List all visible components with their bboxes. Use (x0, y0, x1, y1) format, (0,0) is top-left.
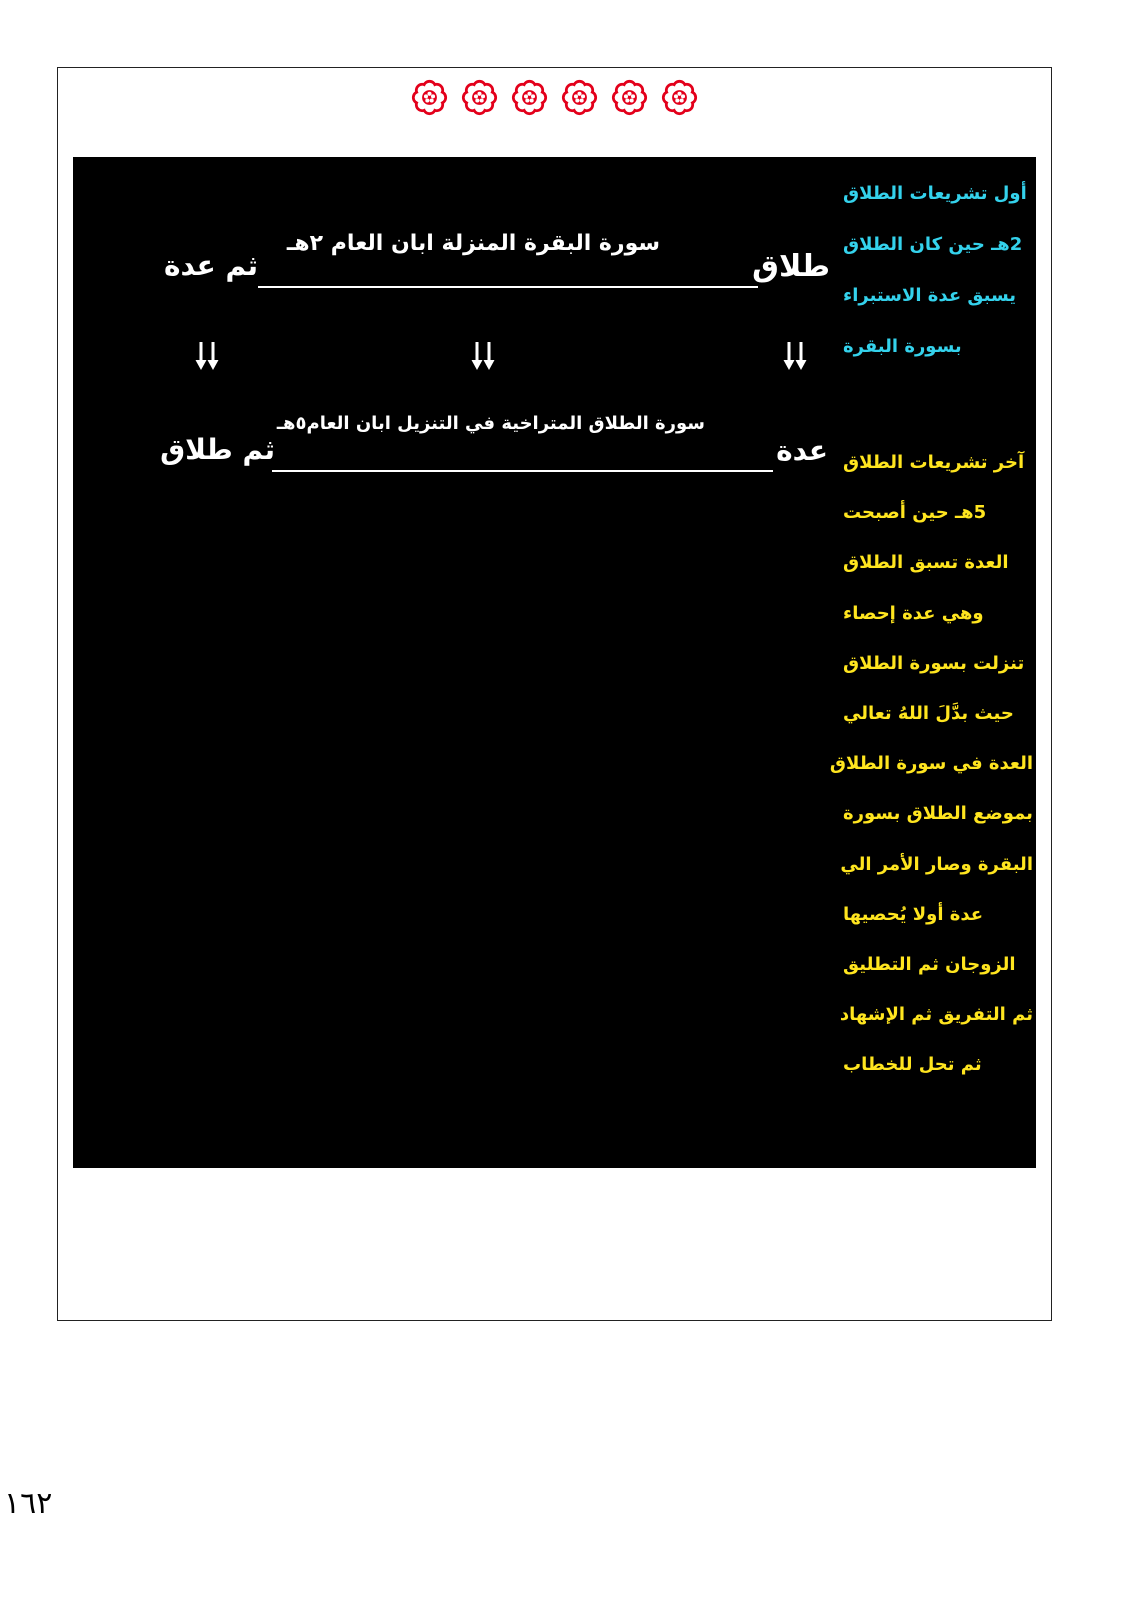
note-line: بسورة البقرة (843, 336, 962, 357)
note-line: أول تشريعات الطلاق (843, 183, 1027, 204)
note-line: العدة في سورة الطلاق (829, 753, 1033, 775)
row2-right-label: عدة (776, 434, 828, 467)
flower-icon (411, 79, 448, 116)
row1-right-label: طلاق (752, 249, 830, 284)
flower-icon (661, 79, 698, 116)
note-line: وهي عدة إحصاء (843, 602, 984, 624)
note-line: الزوجان ثم التطليق (843, 954, 1016, 976)
double-down-arrow-icon (469, 341, 497, 371)
row2-caption: سورة الطلاق المتراخية في التنزيل ابان العام٥هـ (276, 413, 705, 434)
note-line: يسبق عدة الاستبراء (843, 285, 1017, 306)
black-panel (73, 157, 1036, 1168)
note-line: تنزلت بسورة الطلاق (843, 652, 1025, 674)
note-line: 5هـ حين أصبحت (843, 502, 987, 524)
notes-last-legislation (829, 438, 1033, 1091)
row1-caption: سورة البقرة المنزلة ابان العام ٢هـ (286, 231, 660, 256)
notes-first-legislation (843, 168, 1033, 372)
note-line: عدة أولا يُحصيها (843, 903, 984, 925)
note-line: العدة تسبق الطلاق (843, 552, 1009, 574)
row2-left-label: ثم طلاق (160, 433, 275, 466)
flower-icon (561, 79, 598, 116)
note-line: حيث بدَّلَ اللهُ تعالي (843, 703, 1014, 725)
note-line: 2هـ حين كان الطلاق (843, 234, 1023, 255)
ornament-row (411, 79, 699, 116)
double-down-arrow-icon (781, 341, 809, 371)
note-line: البقرة وصار الأمر الي (840, 853, 1033, 875)
row2-underline (272, 470, 773, 472)
page-number: ١٦٢ (4, 1486, 53, 1521)
note-line: ثم تحل للخطاب (843, 1054, 982, 1076)
double-down-arrow-icon (193, 341, 221, 371)
flower-icon (511, 79, 548, 116)
flower-icon (611, 79, 648, 116)
row1-underline (258, 286, 758, 288)
note-line: بموضع الطلاق بسورة (843, 803, 1033, 825)
note-line: ثم التفريق ثم الإشهاد (839, 1004, 1033, 1026)
flower-icon (461, 79, 498, 116)
note-line: آخر تشريعات الطلاق (843, 452, 1025, 473)
row1-left-label: ثم عدة (163, 249, 258, 282)
